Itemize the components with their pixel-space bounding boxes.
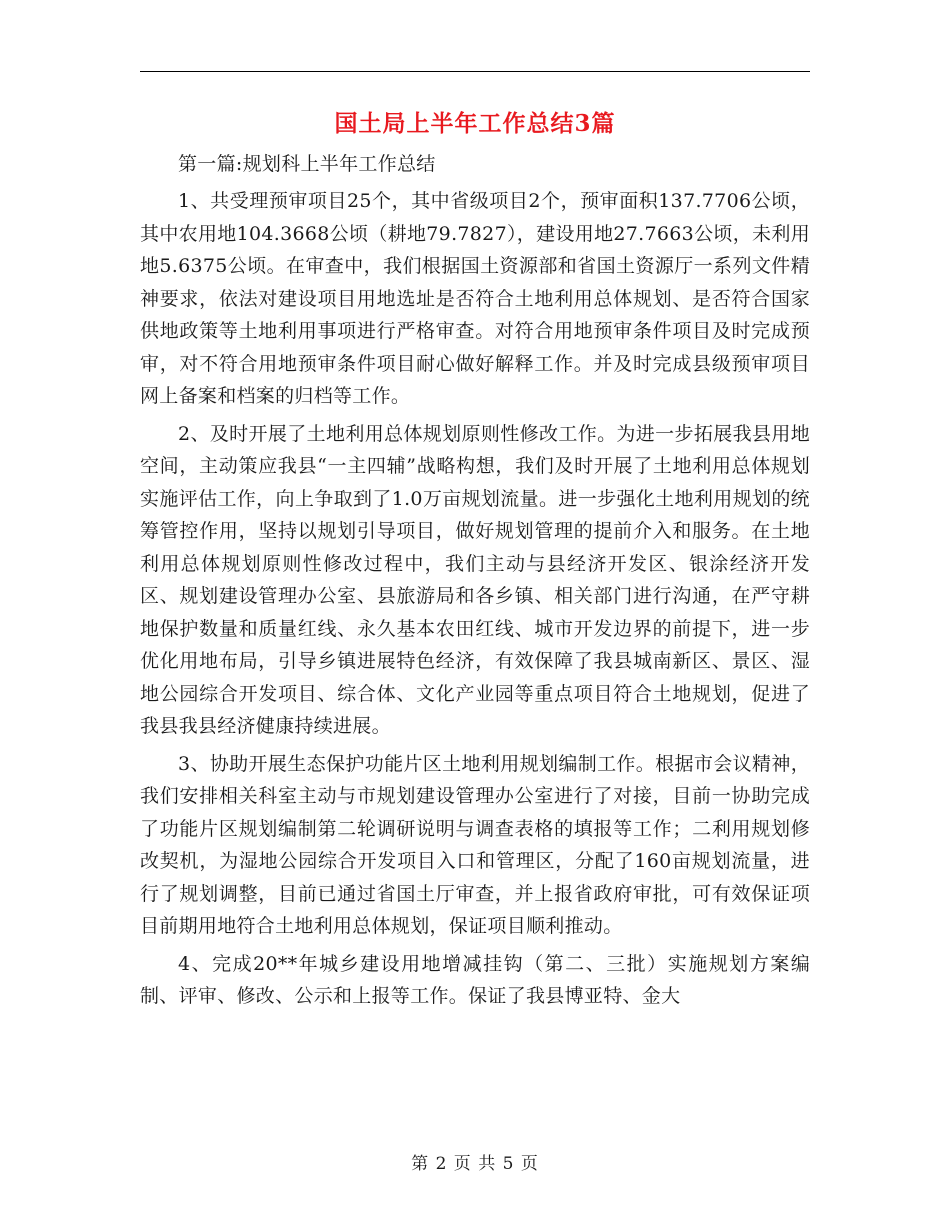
page-number-footer: 第 2 页 共 5 页	[411, 1154, 539, 1174]
header-rule	[140, 71, 810, 72]
paragraph-1: 1、共受理预审项目25个，其中省级项目2个，预审面积137.7706公顷，其中农用地104.3668公顷（耕地79.7827），建设用地27.7663公顷，未利用地5.6375公顷。在审查中，我们根据国土资源部和省国土资源厅一系列文件精神要求，依法对建设项目用地选址是否符合土地利用总体规划、是否符合国家供地政策等土地利用事项进行严格审查。对符合用地预审条件项目及时完成预审，对不符合用地预审条件项目耐心做好解释工作。并及时完成县级预审项目网上备案和档案的归档等工作。	[140, 190, 810, 407]
paragraph-3: 3、协助开展生态保护功能片区土地利用规划编制工作。根据市会议精神，我们安排相关科室主动与市规划建设管理办公室进行了对接，目前一协助完成了功能片区规划编制第二轮调研说明与调查表格的填报等工作；二利用规划修改契机，为湿地公园综合开发项目入口和管理区，分配了160亩规划流量，进行了规划调整，目前已通过省国土厅审查，并上报省政府审批，可有效保证项目前期用地符合土地利用总体规划，保证项目顺利推动。	[140, 752, 810, 937]
paragraph-2: 2、及时开展了土地利用总体规划原则性修改工作。为进一步拓展我县用地空间，主动策应我县“一主四辅”战略构想，我们及时开展了土地利用总体规划实施评估工作，向上争取到了1.0万亩规划流量。进一步强化土地利用规划的统筹管控作用，坚持以规划引导项目，做好规划管理的提前介入和服务。在土地利用总体规划原则性修改过程中，我们主动与县经济开发区、银涂经济开发区、规划建设管理办公室、县旅游局和各乡镇、相关部门进行沟通，在严守耕地保护数量和质量红线、永久基本农田红线、城市开发边界的前提下，进一步优化用地布局，引导乡镇进展特色经济，有效保障了我县城南新区、景区、湿地公园综合开发项目、综合体、文化产业园等重点项目符合土地规划，促进了我县我县经济健康持续进展。	[140, 422, 810, 737]
section-heading: 第一篇:规划科上半年工作总结	[178, 153, 436, 175]
document-title: 国土局上半年工作总结3篇	[334, 110, 616, 137]
paragraph-4: 4、完成20**年城乡建设用地增减挂钩（第二、三批）实施规划方案编制、评审、修改、公示和上报等工作。保证了我县博亚特、金大	[140, 952, 810, 1007]
document-body	[140, 148, 810, 1013]
